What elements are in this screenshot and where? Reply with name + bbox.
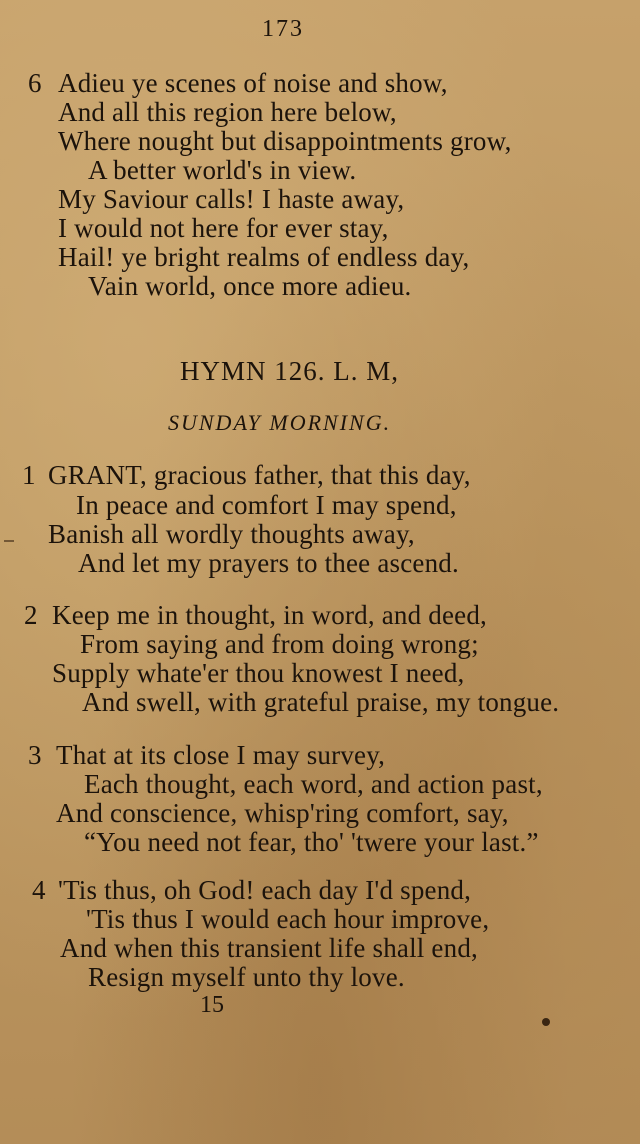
verse-number: 6 [28,68,42,98]
hymn-title: HYMN 126. L. M, [180,356,400,386]
verse-line: Supply whate'er thou knowest I need, [52,658,465,688]
margin-mark [4,540,14,542]
verse-line: And when this transient life shall end, [60,933,478,963]
verse-line: And swell, with grateful praise, my tongue. [82,687,560,717]
verse-line: In peace and comfort I may spend, [76,490,457,520]
verse-line: GRANT, gracious father, that this day, [48,460,471,490]
verse-line: Keep me in thought, in word, and deed, [52,600,487,630]
verse-line: Where nought but disappointments grow, [58,126,512,156]
verse-line: A better world's in view. [88,155,357,185]
page-number: 173 [262,16,304,42]
verse-line: And let my prayers to thee ascend. [78,548,459,578]
verse-line: Banish all wordly thoughts away, [48,519,415,549]
verse-line: Resign myself unto thy love. [88,962,405,992]
verse-line: That at its close I may survey, [56,740,386,770]
verse-line: My Saviour calls! I haste away, [58,184,405,214]
verse-line: 'Tis thus I would each hour improve, [86,904,490,934]
verse-line: Adieu ye scenes of noise and show, [58,68,448,98]
verse-line: And conscience, whisp'ring comfort, say, [56,798,509,828]
verse-number: 4 [32,875,46,905]
signature-mark: 15 [200,992,224,1018]
verse-number: 3 [28,740,42,770]
verse-line: Hail! ye bright realms of endless day, [58,242,470,272]
verse-line: Each thought, each word, and action past, [84,769,543,799]
verse-line: From saying and from doing wrong; [80,629,479,659]
hymn-subtitle: SUNDAY MORNING. [168,410,392,435]
verse-line: I would not here for ever stay, [58,213,389,243]
verse-number: 1 [22,460,36,490]
ink-speck [542,1018,550,1026]
verse-number: 2 [24,600,38,630]
verse-line: “You need not fear, tho' 'twere your last.” [84,827,539,857]
verse-line: Vain world, once more adieu. [88,271,412,301]
verse-line: 'Tis thus, oh God! each day I'd spend, [58,875,472,905]
verse-line: And all this region here below, [58,97,397,127]
